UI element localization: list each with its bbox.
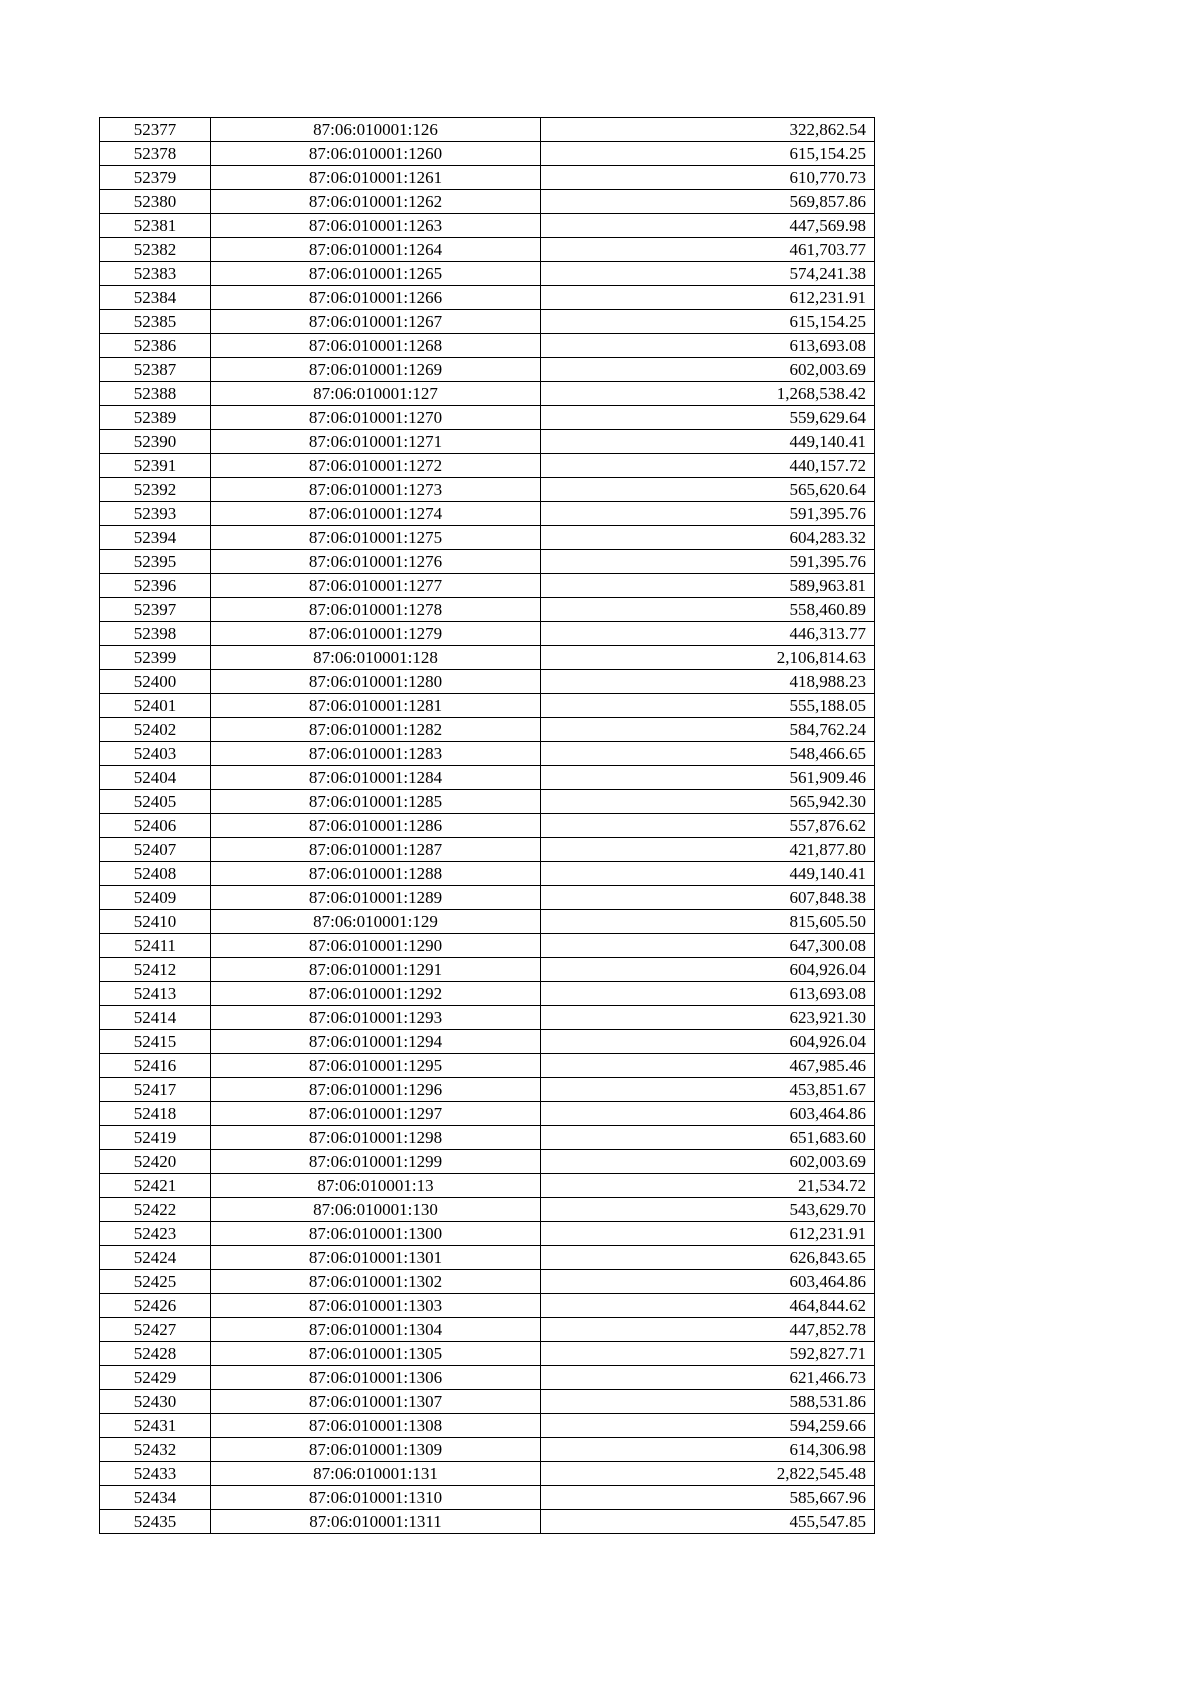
value-cell: 604,283.32 — [541, 526, 875, 550]
table-row — [100, 1366, 875, 1390]
row-number-cell: 52422 — [100, 1198, 211, 1222]
table-row — [100, 1078, 875, 1102]
table-row — [100, 982, 875, 1006]
row-number-cell: 52410 — [100, 910, 211, 934]
cadastral-number-cell: 87:06:010001:1291 — [211, 958, 541, 982]
row-number-cell: 52382 — [100, 238, 211, 262]
table-row — [100, 526, 875, 550]
cadastral-number-cell: 87:06:010001:129 — [211, 910, 541, 934]
value-cell: 594,259.66 — [541, 1414, 875, 1438]
cadastral-number-cell: 87:06:010001:131 — [211, 1462, 541, 1486]
value-cell: 603,464.86 — [541, 1102, 875, 1126]
row-number-cell: 52434 — [100, 1486, 211, 1510]
row-number-cell: 52412 — [100, 958, 211, 982]
table-row — [100, 1054, 875, 1078]
table-row — [100, 454, 875, 478]
value-cell: 322,862.54 — [541, 118, 875, 142]
table-row — [100, 742, 875, 766]
cadastral-number-cell: 87:06:010001:1303 — [211, 1294, 541, 1318]
table-row — [100, 1438, 875, 1462]
row-number-cell: 52408 — [100, 862, 211, 886]
cadastral-number-cell: 87:06:010001:1263 — [211, 214, 541, 238]
value-cell: 464,844.62 — [541, 1294, 875, 1318]
cadastral-number-cell: 87:06:010001:1262 — [211, 190, 541, 214]
value-cell: 543,629.70 — [541, 1198, 875, 1222]
value-cell: 455,547.85 — [541, 1510, 875, 1534]
value-cell: 815,605.50 — [541, 910, 875, 934]
table-row — [100, 814, 875, 838]
row-number-cell: 52385 — [100, 310, 211, 334]
row-number-cell: 52380 — [100, 190, 211, 214]
value-cell: 1,268,538.42 — [541, 382, 875, 406]
table-row — [100, 478, 875, 502]
cadastral-number-cell: 87:06:010001:1293 — [211, 1006, 541, 1030]
value-cell: 21,534.72 — [541, 1174, 875, 1198]
row-number-cell: 52383 — [100, 262, 211, 286]
table-row — [100, 310, 875, 334]
cadastral-number-cell: 87:06:010001:127 — [211, 382, 541, 406]
row-number-cell: 52407 — [100, 838, 211, 862]
row-number-cell: 52377 — [100, 118, 211, 142]
row-number-cell: 52432 — [100, 1438, 211, 1462]
cadastral-number-cell: 87:06:010001:1275 — [211, 526, 541, 550]
value-cell: 421,877.80 — [541, 838, 875, 862]
cadastral-number-cell: 87:06:010001:1286 — [211, 814, 541, 838]
table-row — [100, 1294, 875, 1318]
row-number-cell: 52433 — [100, 1462, 211, 1486]
table-row — [100, 382, 875, 406]
row-number-cell: 52424 — [100, 1246, 211, 1270]
table-row — [100, 358, 875, 382]
cadastral-number-cell: 87:06:010001:1289 — [211, 886, 541, 910]
row-number-cell: 52390 — [100, 430, 211, 454]
table-row — [100, 1198, 875, 1222]
cadastral-number-cell: 87:06:010001:1264 — [211, 238, 541, 262]
cadastral-number-cell: 87:06:010001:1273 — [211, 478, 541, 502]
table-row — [100, 934, 875, 958]
table-row — [100, 262, 875, 286]
cadastral-number-cell: 87:06:010001:1290 — [211, 934, 541, 958]
value-cell: 565,620.64 — [541, 478, 875, 502]
row-number-cell: 52378 — [100, 142, 211, 166]
row-number-cell: 52397 — [100, 598, 211, 622]
cadastral-number-cell: 87:06:010001:1302 — [211, 1270, 541, 1294]
table-row — [100, 958, 875, 982]
cadastral-number-cell: 87:06:010001:126 — [211, 118, 541, 142]
value-cell: 602,003.69 — [541, 358, 875, 382]
table-row — [100, 1030, 875, 1054]
cadastral-number-cell: 87:06:010001:1310 — [211, 1486, 541, 1510]
table-row — [100, 574, 875, 598]
cadastral-number-cell: 87:06:010001:1307 — [211, 1390, 541, 1414]
cadastral-number-cell: 87:06:010001:1268 — [211, 334, 541, 358]
row-number-cell: 52389 — [100, 406, 211, 430]
table-row — [100, 238, 875, 262]
table-row — [100, 286, 875, 310]
row-number-cell: 52387 — [100, 358, 211, 382]
cadastral-number-cell: 87:06:010001:1267 — [211, 310, 541, 334]
row-number-cell: 52388 — [100, 382, 211, 406]
cadastral-number-cell: 87:06:010001:1301 — [211, 1246, 541, 1270]
cadastral-number-cell: 87:06:010001:1276 — [211, 550, 541, 574]
row-number-cell: 52415 — [100, 1030, 211, 1054]
cadastral-number-cell: 87:06:010001:1287 — [211, 838, 541, 862]
cadastral-number-cell: 87:06:010001:128 — [211, 646, 541, 670]
row-number-cell: 52435 — [100, 1510, 211, 1534]
table-row — [100, 550, 875, 574]
value-cell: 610,770.73 — [541, 166, 875, 190]
cadastral-number-cell: 87:06:010001:1304 — [211, 1318, 541, 1342]
table-row — [100, 1486, 875, 1510]
value-cell: 612,231.91 — [541, 286, 875, 310]
row-number-cell: 52384 — [100, 286, 211, 310]
table-row — [100, 190, 875, 214]
cadastral-number-cell: 87:06:010001:1277 — [211, 574, 541, 598]
cadastral-number-cell: 87:06:010001:1308 — [211, 1414, 541, 1438]
value-cell: 2,106,814.63 — [541, 646, 875, 670]
value-cell: 447,569.98 — [541, 214, 875, 238]
value-cell: 604,926.04 — [541, 958, 875, 982]
value-cell: 591,395.76 — [541, 502, 875, 526]
cadastral-number-cell: 87:06:010001:1288 — [211, 862, 541, 886]
table-row — [100, 142, 875, 166]
cadastral-number-cell: 87:06:010001:1265 — [211, 262, 541, 286]
cadastral-number-cell: 87:06:010001:1292 — [211, 982, 541, 1006]
table-row — [100, 598, 875, 622]
table-row — [100, 1174, 875, 1198]
row-number-cell: 52411 — [100, 934, 211, 958]
table-row — [100, 334, 875, 358]
table-row — [100, 718, 875, 742]
value-cell: 461,703.77 — [541, 238, 875, 262]
row-number-cell: 52419 — [100, 1126, 211, 1150]
data-table — [99, 117, 875, 1534]
table-row — [100, 1126, 875, 1150]
cadastral-number-cell: 87:06:010001:130 — [211, 1198, 541, 1222]
cadastral-number-cell: 87:06:010001:1298 — [211, 1126, 541, 1150]
cadastral-number-cell: 87:06:010001:1270 — [211, 406, 541, 430]
cadastral-number-cell: 87:06:010001:1280 — [211, 670, 541, 694]
row-number-cell: 52405 — [100, 790, 211, 814]
cadastral-number-cell: 87:06:010001:1297 — [211, 1102, 541, 1126]
cadastral-number-cell: 87:06:010001:1279 — [211, 622, 541, 646]
value-cell: 446,313.77 — [541, 622, 875, 646]
table-row — [100, 1414, 875, 1438]
table-row — [100, 646, 875, 670]
cadastral-number-cell: 87:06:010001:1284 — [211, 766, 541, 790]
table-row — [100, 838, 875, 862]
table-row — [100, 1270, 875, 1294]
value-cell: 589,963.81 — [541, 574, 875, 598]
value-cell: 623,921.30 — [541, 1006, 875, 1030]
value-cell: 449,140.41 — [541, 430, 875, 454]
value-cell: 626,843.65 — [541, 1246, 875, 1270]
cadastral-number-cell: 87:06:010001:1305 — [211, 1342, 541, 1366]
value-cell: 591,395.76 — [541, 550, 875, 574]
value-cell: 467,985.46 — [541, 1054, 875, 1078]
row-number-cell: 52426 — [100, 1294, 211, 1318]
row-number-cell: 52417 — [100, 1078, 211, 1102]
value-cell: 613,693.08 — [541, 334, 875, 358]
cadastral-number-cell: 87:06:010001:1260 — [211, 142, 541, 166]
row-number-cell: 52381 — [100, 214, 211, 238]
value-cell: 651,683.60 — [541, 1126, 875, 1150]
value-cell: 555,188.05 — [541, 694, 875, 718]
table-row — [100, 1006, 875, 1030]
row-number-cell: 52420 — [100, 1150, 211, 1174]
value-cell: 615,154.25 — [541, 142, 875, 166]
row-number-cell: 52392 — [100, 478, 211, 502]
table-row — [100, 766, 875, 790]
row-number-cell: 52402 — [100, 718, 211, 742]
table-row — [100, 670, 875, 694]
row-number-cell: 52404 — [100, 766, 211, 790]
row-number-cell: 52386 — [100, 334, 211, 358]
cadastral-number-cell: 87:06:010001:13 — [211, 1174, 541, 1198]
row-number-cell: 52398 — [100, 622, 211, 646]
value-cell: 565,942.30 — [541, 790, 875, 814]
table-row — [100, 622, 875, 646]
value-cell: 592,827.71 — [541, 1342, 875, 1366]
row-number-cell: 52395 — [100, 550, 211, 574]
value-cell: 569,857.86 — [541, 190, 875, 214]
table-row — [100, 1246, 875, 1270]
cadastral-number-cell: 87:06:010001:1299 — [211, 1150, 541, 1174]
value-cell: 614,306.98 — [541, 1438, 875, 1462]
cadastral-number-cell: 87:06:010001:1283 — [211, 742, 541, 766]
row-number-cell: 52401 — [100, 694, 211, 718]
cadastral-number-cell: 87:06:010001:1271 — [211, 430, 541, 454]
value-cell: 602,003.69 — [541, 1150, 875, 1174]
cadastral-number-cell: 87:06:010001:1266 — [211, 286, 541, 310]
row-number-cell: 52418 — [100, 1102, 211, 1126]
table-row — [100, 1150, 875, 1174]
table-row — [100, 502, 875, 526]
value-cell: 612,231.91 — [541, 1222, 875, 1246]
cadastral-number-cell: 87:06:010001:1269 — [211, 358, 541, 382]
value-cell: 440,157.72 — [541, 454, 875, 478]
cadastral-number-cell: 87:06:010001:1274 — [211, 502, 541, 526]
value-cell: 621,466.73 — [541, 1366, 875, 1390]
row-number-cell: 52423 — [100, 1222, 211, 1246]
value-cell: 584,762.24 — [541, 718, 875, 742]
row-number-cell: 52428 — [100, 1342, 211, 1366]
row-number-cell: 52430 — [100, 1390, 211, 1414]
value-cell: 449,140.41 — [541, 862, 875, 886]
row-number-cell: 52421 — [100, 1174, 211, 1198]
row-number-cell: 52400 — [100, 670, 211, 694]
cadastral-number-cell: 87:06:010001:1295 — [211, 1054, 541, 1078]
row-number-cell: 52416 — [100, 1054, 211, 1078]
cadastral-number-cell: 87:06:010001:1296 — [211, 1078, 541, 1102]
table-row — [100, 1342, 875, 1366]
table-row — [100, 910, 875, 934]
table-row — [100, 406, 875, 430]
value-cell: 615,154.25 — [541, 310, 875, 334]
value-cell: 607,848.38 — [541, 886, 875, 910]
row-number-cell: 52427 — [100, 1318, 211, 1342]
value-cell: 603,464.86 — [541, 1270, 875, 1294]
row-number-cell: 52429 — [100, 1366, 211, 1390]
row-number-cell: 52414 — [100, 1006, 211, 1030]
table-row — [100, 1390, 875, 1414]
row-number-cell: 52425 — [100, 1270, 211, 1294]
value-cell: 548,466.65 — [541, 742, 875, 766]
row-number-cell: 52396 — [100, 574, 211, 598]
row-number-cell: 52399 — [100, 646, 211, 670]
value-cell: 559,629.64 — [541, 406, 875, 430]
row-number-cell: 52431 — [100, 1414, 211, 1438]
value-cell: 588,531.86 — [541, 1390, 875, 1414]
table-body — [100, 118, 875, 1534]
value-cell: 561,909.46 — [541, 766, 875, 790]
value-cell: 647,300.08 — [541, 934, 875, 958]
row-number-cell: 52394 — [100, 526, 211, 550]
value-cell: 585,667.96 — [541, 1486, 875, 1510]
value-cell: 447,852.78 — [541, 1318, 875, 1342]
row-number-cell: 52406 — [100, 814, 211, 838]
table-row — [100, 1462, 875, 1486]
table-row — [100, 166, 875, 190]
value-cell: 574,241.38 — [541, 262, 875, 286]
value-cell: 453,851.67 — [541, 1078, 875, 1102]
table-row — [100, 694, 875, 718]
value-cell: 604,926.04 — [541, 1030, 875, 1054]
value-cell: 557,876.62 — [541, 814, 875, 838]
row-number-cell: 52413 — [100, 982, 211, 1006]
row-number-cell: 52403 — [100, 742, 211, 766]
cadastral-number-cell: 87:06:010001:1282 — [211, 718, 541, 742]
row-number-cell: 52393 — [100, 502, 211, 526]
table-row — [100, 430, 875, 454]
cadastral-number-cell: 87:06:010001:1285 — [211, 790, 541, 814]
row-number-cell: 52409 — [100, 886, 211, 910]
cadastral-number-cell: 87:06:010001:1261 — [211, 166, 541, 190]
table-row — [100, 1318, 875, 1342]
cadastral-number-cell: 87:06:010001:1306 — [211, 1366, 541, 1390]
cadastral-number-cell: 87:06:010001:1272 — [211, 454, 541, 478]
table-row — [100, 1102, 875, 1126]
cadastral-number-cell: 87:06:010001:1281 — [211, 694, 541, 718]
table-row — [100, 862, 875, 886]
cadastral-number-cell: 87:06:010001:1294 — [211, 1030, 541, 1054]
table-row — [100, 790, 875, 814]
table-row — [100, 214, 875, 238]
value-cell: 558,460.89 — [541, 598, 875, 622]
value-cell: 418,988.23 — [541, 670, 875, 694]
value-cell: 2,822,545.48 — [541, 1462, 875, 1486]
table-row — [100, 118, 875, 142]
cadastral-number-cell: 87:06:010001:1311 — [211, 1510, 541, 1534]
value-cell: 613,693.08 — [541, 982, 875, 1006]
table-row — [100, 886, 875, 910]
row-number-cell: 52379 — [100, 166, 211, 190]
table-row — [100, 1510, 875, 1534]
cadastral-number-cell: 87:06:010001:1278 — [211, 598, 541, 622]
table-row — [100, 1222, 875, 1246]
row-number-cell: 52391 — [100, 454, 211, 478]
cadastral-number-cell: 87:06:010001:1300 — [211, 1222, 541, 1246]
cadastral-number-cell: 87:06:010001:1309 — [211, 1438, 541, 1462]
